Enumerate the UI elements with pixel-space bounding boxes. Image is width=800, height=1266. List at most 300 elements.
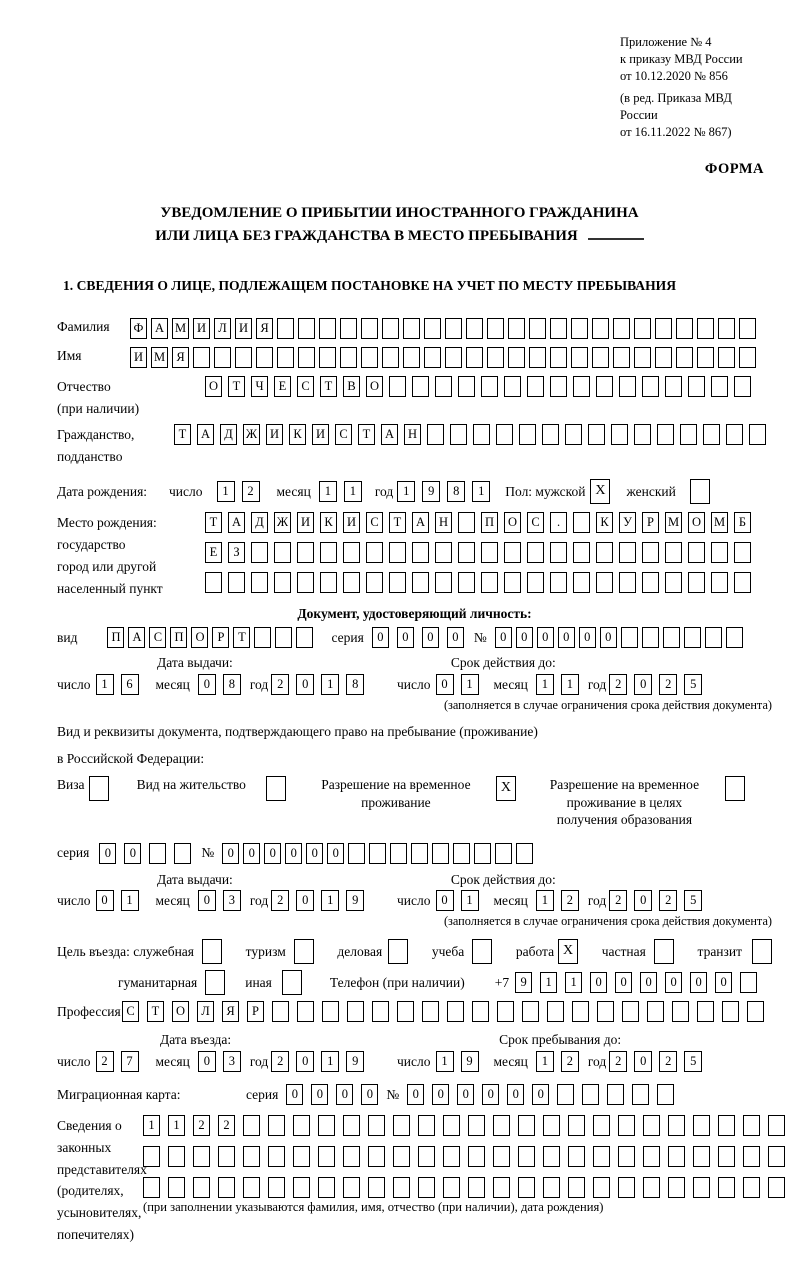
char-box: 0 [537,627,554,648]
char-box [718,347,735,368]
char-box [424,318,441,339]
char-box [481,572,498,593]
char-box [592,347,609,368]
purpose-official [57,939,222,964]
char-box: 2 [609,674,627,695]
char-box [268,1115,285,1136]
char-box [403,347,420,368]
char-box: 0 [615,972,632,993]
char-box: 1 [536,674,554,695]
char-box [642,572,659,593]
char-box [613,347,630,368]
birth-place-row2-boxes [205,542,757,563]
char-box: 0 [264,843,281,864]
temp-permit-edu-checkbox [725,776,745,801]
char-box [472,939,492,964]
char-box [275,627,292,648]
char-box: 9 [461,1051,479,1072]
legal-reps-label-line: представителях [57,1161,147,1177]
char-box [297,1001,314,1022]
permit-issue-date-group [57,890,397,911]
char-box: 0 [579,627,596,648]
char-box [593,1115,610,1136]
birth-place-label-line: Место рождения: [57,515,157,531]
purpose-other-checkbox [282,970,302,995]
char-box [368,1177,385,1198]
char-box: 1 [321,890,339,911]
char-box [296,627,313,648]
char-box [458,542,475,563]
char-box [572,1001,589,1022]
stay-month-boxes [536,1051,586,1072]
char-box [607,1084,624,1105]
char-box [613,318,630,339]
char-box: Я [222,1001,239,1022]
annex-line: Приложение № 4 [620,35,712,49]
purpose-transit [698,939,773,964]
doc-valid-date-group [397,674,709,695]
char-box [193,1177,210,1198]
day-label: число [57,676,91,692]
char-box: 1 [397,481,415,502]
char-box: О [504,512,521,533]
char-box: 1 [536,890,554,911]
char-box: 0 [306,843,323,864]
permit-series-row [57,843,772,864]
char-box: П [481,512,498,533]
day-label: число [397,676,431,692]
char-box: 0 [296,674,314,695]
char-box [703,424,720,445]
char-box [596,376,613,397]
char-box: 0 [372,627,389,648]
entry-month-boxes [198,1051,248,1072]
char-box [432,843,449,864]
birth-place-label-line: город или другой [57,559,157,575]
permit-series-boxes [99,843,199,864]
temp-permit-label [306,776,486,811]
char-box: 1 [319,481,337,502]
mig-series-boxes [286,1084,386,1105]
birth-date-label: Дата рождения: [57,484,148,500]
char-box [218,1177,235,1198]
char-box [322,1001,339,1022]
char-box [550,572,567,593]
purpose-second-row [57,970,772,995]
char-box [705,627,722,648]
legal-reps-boxes-col [143,1115,793,1216]
char-box [453,843,470,864]
entry-date-headers [57,1031,772,1049]
char-box [632,1084,649,1105]
char-box [527,376,544,397]
char-box: 0 [296,1051,314,1072]
char-box [418,1146,435,1167]
char-box: М [665,512,682,533]
char-box: 9 [346,890,364,911]
char-box [369,843,386,864]
char-box: . [550,512,567,533]
char-box [718,1115,735,1136]
char-box: 0 [422,627,439,648]
char-box: И [312,424,329,445]
char-box [718,1146,735,1167]
entry-date-group [57,1051,397,1072]
purpose-humanitarian-label: гуманитарная [118,974,198,990]
char-box [518,1115,535,1136]
char-box [668,1146,685,1167]
char-box: 0 [327,843,344,864]
char-box [493,1115,510,1136]
stay-year-boxes [609,1051,709,1072]
char-box [297,572,314,593]
migration-card-row [57,1084,772,1105]
char-box: 2 [561,890,579,911]
char-box [235,347,252,368]
entry-day-boxes [96,1051,146,1072]
char-box: 0 [634,1051,652,1072]
char-box [282,970,302,995]
char-box [393,1115,410,1136]
char-box [522,1001,539,1022]
doc-date-headers [57,654,772,672]
char-box [622,1001,639,1022]
patronymic-note: (при наличии) [57,400,140,416]
purpose-transit-label: транзит [697,943,742,959]
year-label: год [587,1053,607,1069]
char-box: 8 [346,674,364,695]
purpose-business-checkbox [388,939,408,964]
char-box [318,1115,335,1136]
char-box [458,376,475,397]
permit-series-label: серия [57,845,90,861]
char-box [676,318,693,339]
month-label: месяц [155,676,190,692]
char-box [693,1177,710,1198]
char-box [690,479,710,504]
char-box: О [191,627,208,648]
char-box: З [228,542,245,563]
char-box [274,542,291,563]
char-box [487,347,504,368]
birth-month-boxes [319,481,369,502]
char-box [389,542,406,563]
char-box: 0 [407,1084,424,1105]
purpose-private-label: частная [601,943,646,959]
char-box: И [343,512,360,533]
visa-label: Виза [57,777,85,793]
char-box [634,424,651,445]
char-box: А [228,512,245,533]
char-box [481,542,498,563]
char-box: 2 [659,890,677,911]
char-box [726,627,743,648]
char-box [722,1001,739,1022]
patronymic-row [57,376,772,420]
char-box: 8 [447,481,465,502]
char-box: О [205,376,222,397]
purpose-work-checkbox [558,939,578,964]
stay-until-group [397,1051,709,1072]
char-box [372,1001,389,1022]
char-box [596,572,613,593]
char-box: 9 [422,481,440,502]
char-box [676,347,693,368]
char-box [739,318,756,339]
char-box: X [496,776,516,801]
char-box [768,1146,785,1167]
char-box: Я [172,347,189,368]
char-box: 2 [561,1051,579,1072]
char-box [318,1177,335,1198]
char-box: 9 [346,1051,364,1072]
char-box: Ф [130,318,147,339]
char-box: Л [197,1001,214,1022]
char-box [435,572,452,593]
resid-doc-types-row [57,776,772,829]
char-box [256,347,273,368]
char-box: 1 [461,890,479,911]
profession-label: Профессия [57,1003,121,1019]
doc-issue-year-boxes [271,674,371,695]
char-box: 0 [516,627,533,648]
stay-until-label: Срок пребывания до: [499,1032,622,1048]
char-box [504,376,521,397]
char-box [592,318,609,339]
char-box [568,1146,585,1167]
char-box [343,1115,360,1136]
surname-boxes [130,318,760,339]
char-box [740,972,757,993]
char-box [734,572,751,593]
permit-valid-day-boxes [436,890,486,911]
char-box [634,318,651,339]
birth-place-row1-boxes [205,512,757,533]
resid-doc-line1: Вид и реквизиты документа, подтверждающего право на пребывание (проживание) [57,723,538,739]
char-box: 1 [143,1115,160,1136]
char-box: 0 [640,972,657,993]
char-box [743,1146,760,1167]
char-box [668,1115,685,1136]
char-box [529,347,546,368]
char-box: 2 [609,890,627,911]
char-box [680,424,697,445]
char-box: 0 [558,627,575,648]
char-box [711,572,728,593]
stay-day-boxes [436,1051,486,1072]
temp-permit-edu-label-line: получения образования [556,812,693,828]
char-box [734,542,751,563]
char-box: 0 [457,1084,474,1105]
annex-line: от 16.11.2022 № 867) [620,124,732,139]
legal-reps-label-line: попечителях) [57,1227,134,1243]
char-box: М [711,512,728,533]
char-box [743,1115,760,1136]
char-box [550,542,567,563]
legal-reps-label-line: (родителях, [57,1183,124,1199]
annex-revision-note [620,90,772,140]
entry-year-boxes [271,1051,371,1072]
char-box [593,1177,610,1198]
char-box [445,318,462,339]
birth-place-block [57,512,772,599]
char-box [550,318,567,339]
char-box [254,627,271,648]
char-box [143,1177,160,1198]
char-box [647,1001,664,1022]
char-box [294,939,314,964]
char-box [243,1146,260,1167]
char-box [743,1177,760,1198]
char-box [497,1001,514,1022]
given-name-row [57,347,772,368]
char-box [657,424,674,445]
char-box [672,1001,689,1022]
given-name-label: Имя [57,348,82,363]
char-box: Т [228,376,245,397]
char-box [593,1146,610,1167]
char-box: К [289,424,306,445]
month-label: месяц [493,892,528,908]
doc-issue-date-group [57,674,397,695]
permit-valid-note: (заполняется в случае ограничения срока действия документа) [443,914,772,929]
char-box [368,1146,385,1167]
char-box [688,542,705,563]
day-label: число [397,1053,431,1069]
char-box [293,1146,310,1167]
char-box: 3 [223,1051,241,1072]
char-box: 5 [684,1051,702,1072]
doc-type-boxes [107,627,317,648]
purpose-official-label: Цель въезда: служебная [57,943,194,959]
entry-date-label: Дата въезда: [160,1032,232,1048]
char-box: 2 [218,1115,235,1136]
char-box: 0 [436,674,454,695]
char-box [718,318,735,339]
char-box [582,1084,599,1105]
char-box: О [366,376,383,397]
char-box [205,970,225,995]
residence-permit-label: Вид на жительство [136,777,246,793]
surname-label: Фамилия [57,319,110,334]
char-box [318,1146,335,1167]
patronymic-label [57,376,205,420]
purpose-other-label: иная [245,974,272,990]
char-box: С [366,512,383,533]
char-box [618,1177,635,1198]
char-box [320,572,337,593]
char-box: Т [320,376,337,397]
char-box [518,1146,535,1167]
char-box [274,572,291,593]
doc-number-sign: № [473,630,487,646]
char-box [418,1115,435,1136]
char-box [388,939,408,964]
char-box [519,424,536,445]
char-box [654,939,674,964]
purpose-private-checkbox [654,939,674,964]
char-box: 0 [482,1084,499,1105]
char-box: 0 [311,1084,328,1105]
char-box [143,1146,160,1167]
char-box [243,1115,260,1136]
char-box [450,424,467,445]
char-box [642,376,659,397]
doc-valid-day-boxes [436,674,486,695]
char-box: Т [358,424,375,445]
doc-number-boxes [495,627,747,648]
legal-reps-label [57,1115,147,1246]
legal-reps-block [57,1115,772,1246]
permit-valid-date-group [397,890,709,911]
char-box: 5 [684,674,702,695]
char-box: 0 [715,972,732,993]
char-box: 1 [536,1051,554,1072]
doc-valid-month-boxes [536,674,586,695]
char-box [389,376,406,397]
annex-line: к приказу МВД России [620,51,743,66]
char-box: М [172,318,189,339]
temp-permit-label-line: проживание [361,794,431,810]
char-box [412,542,429,563]
form-label: ФОРМА [704,160,764,177]
year-label: год [587,892,607,908]
char-box [504,542,521,563]
citizenship-label-line2: подданство [57,448,123,464]
birth-date-row [57,479,772,504]
mig-series-label: серия [246,1086,279,1102]
char-box: 0 [600,627,617,648]
year-label: год [249,1053,269,1069]
char-box [266,776,286,801]
patronymic-boxes [205,376,757,397]
legal-reps-row3-boxes [143,1177,793,1198]
char-box: Д [220,424,237,445]
char-box [214,347,231,368]
char-box [543,1177,560,1198]
birth-place-label-line: населенный пункт [57,581,163,597]
char-box [618,1115,635,1136]
char-box: П [170,627,187,648]
char-box [726,424,743,445]
title-blank-underline [588,225,644,240]
char-box: С [122,1001,139,1022]
purpose-work [516,939,578,964]
char-box [393,1146,410,1167]
year-label: год [587,676,607,692]
char-box: 0 [447,627,464,648]
sex-male-checkbox [590,479,610,504]
form-title-line2-wrap [27,225,772,248]
char-box: О [172,1001,189,1022]
char-box: 0 [243,843,260,864]
form-title-line2: ИЛИ ЛИЦА БЕЗ ГРАЖДАНСТВА В МЕСТО ПРЕБЫВАНИЯ [155,227,578,244]
char-box [571,318,588,339]
purpose-work-label: работа [515,943,555,959]
char-box: И [297,512,314,533]
char-box: Р [642,512,659,533]
char-box: 9 [515,972,532,993]
char-box: 0 [590,972,607,993]
char-box: Т [389,512,406,533]
section1-heading: 1. СВЕДЕНИЯ О ЛИЦЕ, ПОДЛЕЖАЩЕМ ПОСТАНОВКЕ НА УЧЕТ ПО МЕСТУ ПРЕБЫВАНИЯ [63,278,677,293]
char-box: X [558,939,578,964]
char-box [573,542,590,563]
char-box [473,424,490,445]
char-box [251,572,268,593]
permit-dates-row [57,890,772,911]
char-box: 3 [223,890,241,911]
